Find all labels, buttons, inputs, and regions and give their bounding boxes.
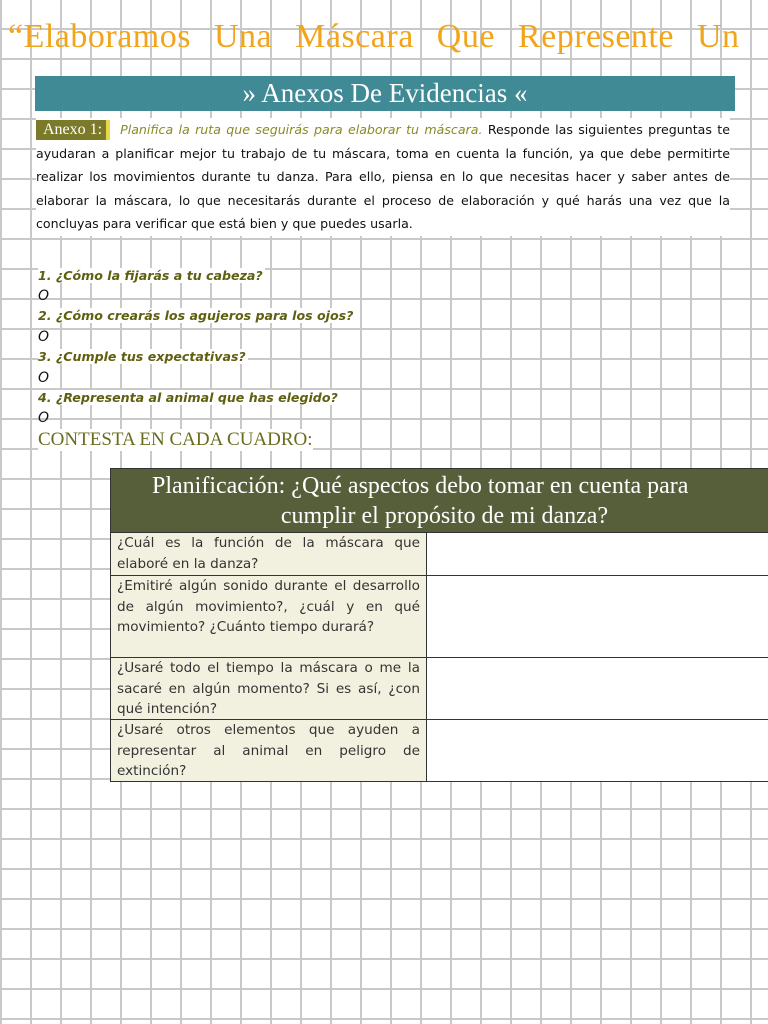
question-1: 1. ¿Cómo la fijarás a tu cabeza? [38, 268, 263, 283]
instruction-heading: CONTESTA EN CADA CUADRO: [38, 429, 313, 450]
annex-body: Responde las siguientes preguntas te ayudaran a planificar mejor tu trabajo de tu máscara, toma en cuenta la función, ya que debe permitirte realizar los movimientos durante tu danza. Para ello, piensa en lo que necesitas hacer y saber antes de elaborar la máscara, lo que necesitarás durante el proceso de elaboración y qué harás una vez que la concluyas para verificar que está bien y que puedes usarla. [36, 122, 730, 231]
annex-instructions [36, 118, 730, 236]
answer-bullet: O [38, 288, 50, 304]
answer-cell[interactable] [427, 720, 768, 781]
question-cell: ¿Emitiré algún sonido durante el desarrollo de algún movimiento?, ¿cuál y en qué movimiento? ¿Cuánto tiempo durará? [111, 576, 427, 657]
section-banner: » Anexos De Evidencias « [35, 76, 735, 111]
table-header-line-2: cumplir el propósito de mi danza? [280, 503, 609, 529]
answer-bullet: O [38, 329, 50, 345]
question-2: 2. ¿Cómo crearás los agujeros para los ojos? [38, 308, 354, 323]
answer-bullet: O [38, 410, 50, 426]
table-header [110, 468, 768, 533]
question-4: 4. ¿Representa al animal que has elegido? [38, 390, 338, 405]
table-row [110, 576, 768, 658]
question-cell: ¿Usaré otros elementos que ayuden a representar al animal en peligro de extinción? [111, 720, 427, 781]
answer-cell[interactable] [427, 576, 768, 657]
table-row [110, 658, 768, 720]
answer-cell[interactable] [427, 658, 768, 719]
table-row [110, 720, 768, 782]
answer-cell[interactable] [427, 533, 768, 575]
planning-table [110, 468, 768, 782]
annex-lead: Planifica la ruta que seguirás para elaborar tu máscara. [120, 122, 483, 137]
question-cell: ¿Cuál es la función de la máscara que elaboré en la danza? [111, 533, 427, 575]
page-title: “Elaboramos Una Máscara Que Represente Un [8, 18, 740, 55]
table-header-line-1: Planificación: ¿Qué aspectos debo tomar en cuenta para [152, 473, 689, 499]
table-row [110, 533, 768, 576]
annex-label: Anexo 1: [36, 120, 110, 140]
question-3: 3. ¿Cumple tus expectativas? [38, 349, 246, 364]
answer-bullet: O [38, 370, 50, 386]
question-cell: ¿Usaré todo el tiempo la máscara o me la sacaré en algún momento? Si es así, ¿con qué intención? [111, 658, 427, 719]
